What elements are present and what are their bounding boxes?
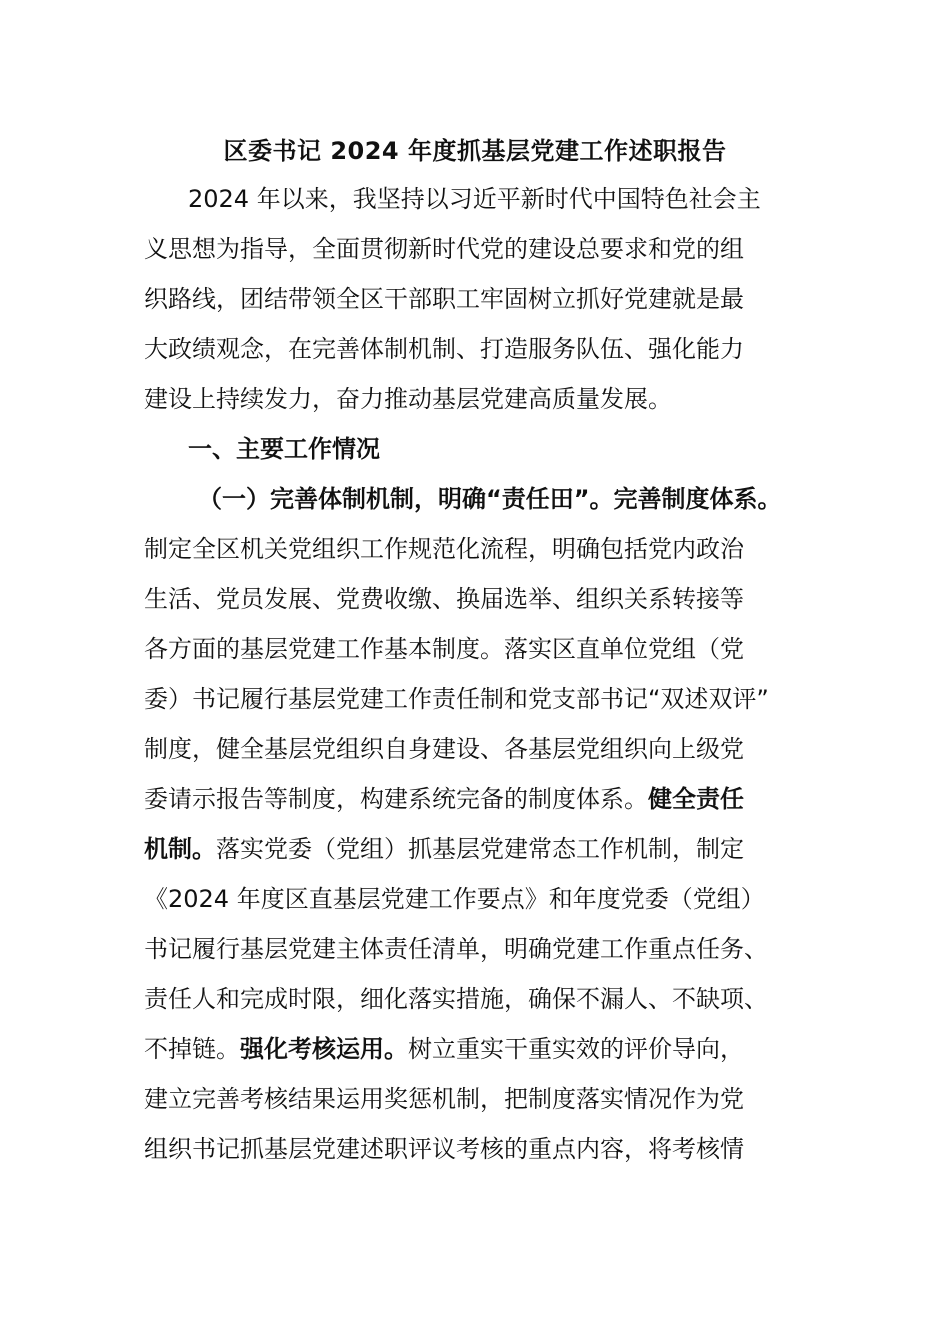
paragraph-line [144, 879, 824, 919]
text-segment: 责任人和完成时限，细化落实措施，确保不漏人、不缺项、 [144, 985, 768, 1013]
paragraph-line [198, 479, 878, 519]
paragraph-line [144, 529, 824, 569]
text-segment: 组织书记抓基层党建述职评议考核的重点内容，将考核情 [144, 1135, 744, 1163]
paragraph-line [144, 779, 824, 819]
text-segment: 树立重实干重实效的评价导向， [408, 1035, 744, 1063]
text-segment: 大政绩观念，在完善体制机制、打造服务队伍、强化能力 [144, 335, 744, 363]
paragraph-line [144, 829, 824, 869]
bold-text-segment: 一、主要工作情况 [188, 435, 380, 463]
text-segment: 《2024 年度区直基层党建工作要点》和年度党委（党组） [144, 885, 765, 913]
paragraph-line [144, 329, 824, 369]
bold-text-segment: （一）完善体制机制，明确“责任田”。完善制度体系。 [198, 485, 782, 513]
document-title: 区委书记 2024 年度抓基层党建工作述职报告 [223, 137, 727, 165]
paragraph-line [144, 729, 824, 769]
text-segment: 委）书记履行基层党建工作责任制和党支部书记“双述双评” [144, 685, 769, 713]
paragraph-line [144, 1079, 824, 1119]
text-segment: 各方面的基层党建工作基本制度。落实区直单位党组（党 [144, 635, 744, 663]
paragraph-line [144, 629, 824, 669]
paragraph-line [144, 979, 824, 1019]
paragraph-line [188, 179, 868, 219]
text-segment: 落实党委（党组）抓基层党建常态工作机制，制定 [216, 835, 744, 863]
text-segment: 不掉链。 [144, 1035, 240, 1063]
paragraph-line [144, 1029, 824, 1069]
text-segment: 委请示报告等制度，构建系统完备的制度体系。 [144, 785, 648, 813]
paragraph-line [188, 429, 868, 469]
text-segment: 书记履行基层党建主体责任清单，明确党建工作重点任务、 [144, 935, 768, 963]
text-segment: 制定全区机关党组织工作规范化流程，明确包括党内政治 [144, 535, 744, 563]
paragraph-line [144, 379, 824, 419]
text-segment: 2024 年以来，我坚持以习近平新时代中国特色社会主 [188, 185, 761, 213]
paragraph-line [144, 929, 824, 969]
text-segment: 生活、党员发展、党费收缴、换届选举、组织关系转接等 [144, 585, 744, 613]
text-segment: 制度，健全基层党组织自身建设、各基层党组织向上级党 [144, 735, 744, 763]
text-segment: 织路线，团结带领全区干部职工牢固树立抓好党建就是最 [144, 285, 744, 313]
paragraph-line [144, 579, 824, 619]
bold-text-segment: 强化考核运用。 [240, 1035, 408, 1063]
bold-text-segment: 机制。 [144, 835, 216, 863]
paragraph-line [144, 1129, 824, 1169]
bold-text-segment: 健全责任 [648, 785, 744, 813]
paragraph-line [144, 279, 824, 319]
paragraph-line [144, 229, 824, 269]
text-segment: 建设上持续发力，奋力推动基层党建高质量发展。 [144, 385, 672, 413]
paragraph-line [144, 679, 824, 719]
text-segment: 建立完善考核结果运用奖惩机制，把制度落实情况作为党 [144, 1085, 744, 1113]
text-segment: 义思想为指导，全面贯彻新时代党的建设总要求和党的组 [144, 235, 744, 263]
